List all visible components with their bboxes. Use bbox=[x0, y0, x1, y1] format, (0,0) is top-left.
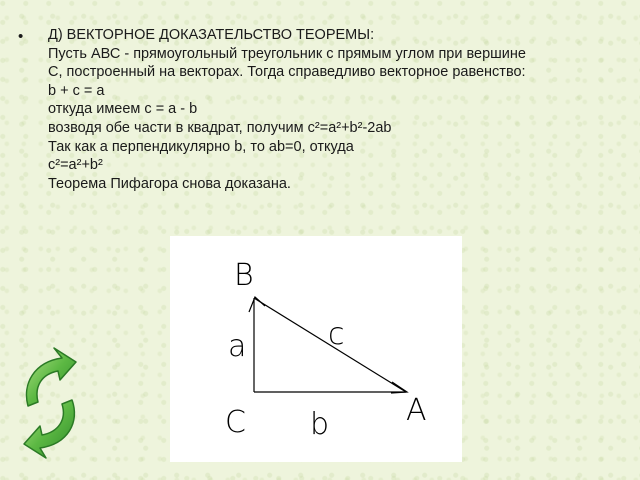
text-line: откуда имеем c = a - b bbox=[48, 101, 198, 118]
arrowhead-b-icon bbox=[249, 297, 265, 312]
slide-text-block bbox=[18, 26, 618, 193]
text-line: Так как a перпендикулярно b, то ab=0, откуда bbox=[48, 138, 354, 155]
side-c-label: c bbox=[328, 317, 345, 352]
bullet-dot: • bbox=[18, 28, 24, 45]
equation-line: c²=a²+b² bbox=[48, 157, 103, 174]
triangle-diagram bbox=[170, 236, 462, 462]
vertex-a-label: A bbox=[406, 393, 427, 428]
side-b-label: b bbox=[310, 407, 330, 442]
heading-line: Д) ВЕКТОРНОЕ ДОКАЗАТЕЛЬСТВО ТЕОРЕМЫ: bbox=[48, 27, 375, 43]
text-line: С, построенный на векторах. Тогда справедливо векторное равенство: bbox=[48, 64, 526, 81]
vertex-b-label: B bbox=[234, 258, 254, 293]
text-line: Пусть АВС - прямоугольный треугольник с прямым углом при вершине bbox=[48, 45, 526, 62]
cycle-arrows-icon bbox=[14, 344, 86, 462]
conclusion-line: Теорема Пифагора снова доказана. bbox=[48, 175, 291, 192]
text-line: возводя обе части в квадрат, получим c²=a²+b²-2ab bbox=[48, 119, 392, 136]
vertex-c-label: C bbox=[225, 405, 246, 440]
side-a-label: a bbox=[228, 329, 247, 364]
text-lines bbox=[48, 26, 618, 193]
equation-line: b + c = a bbox=[48, 82, 105, 99]
